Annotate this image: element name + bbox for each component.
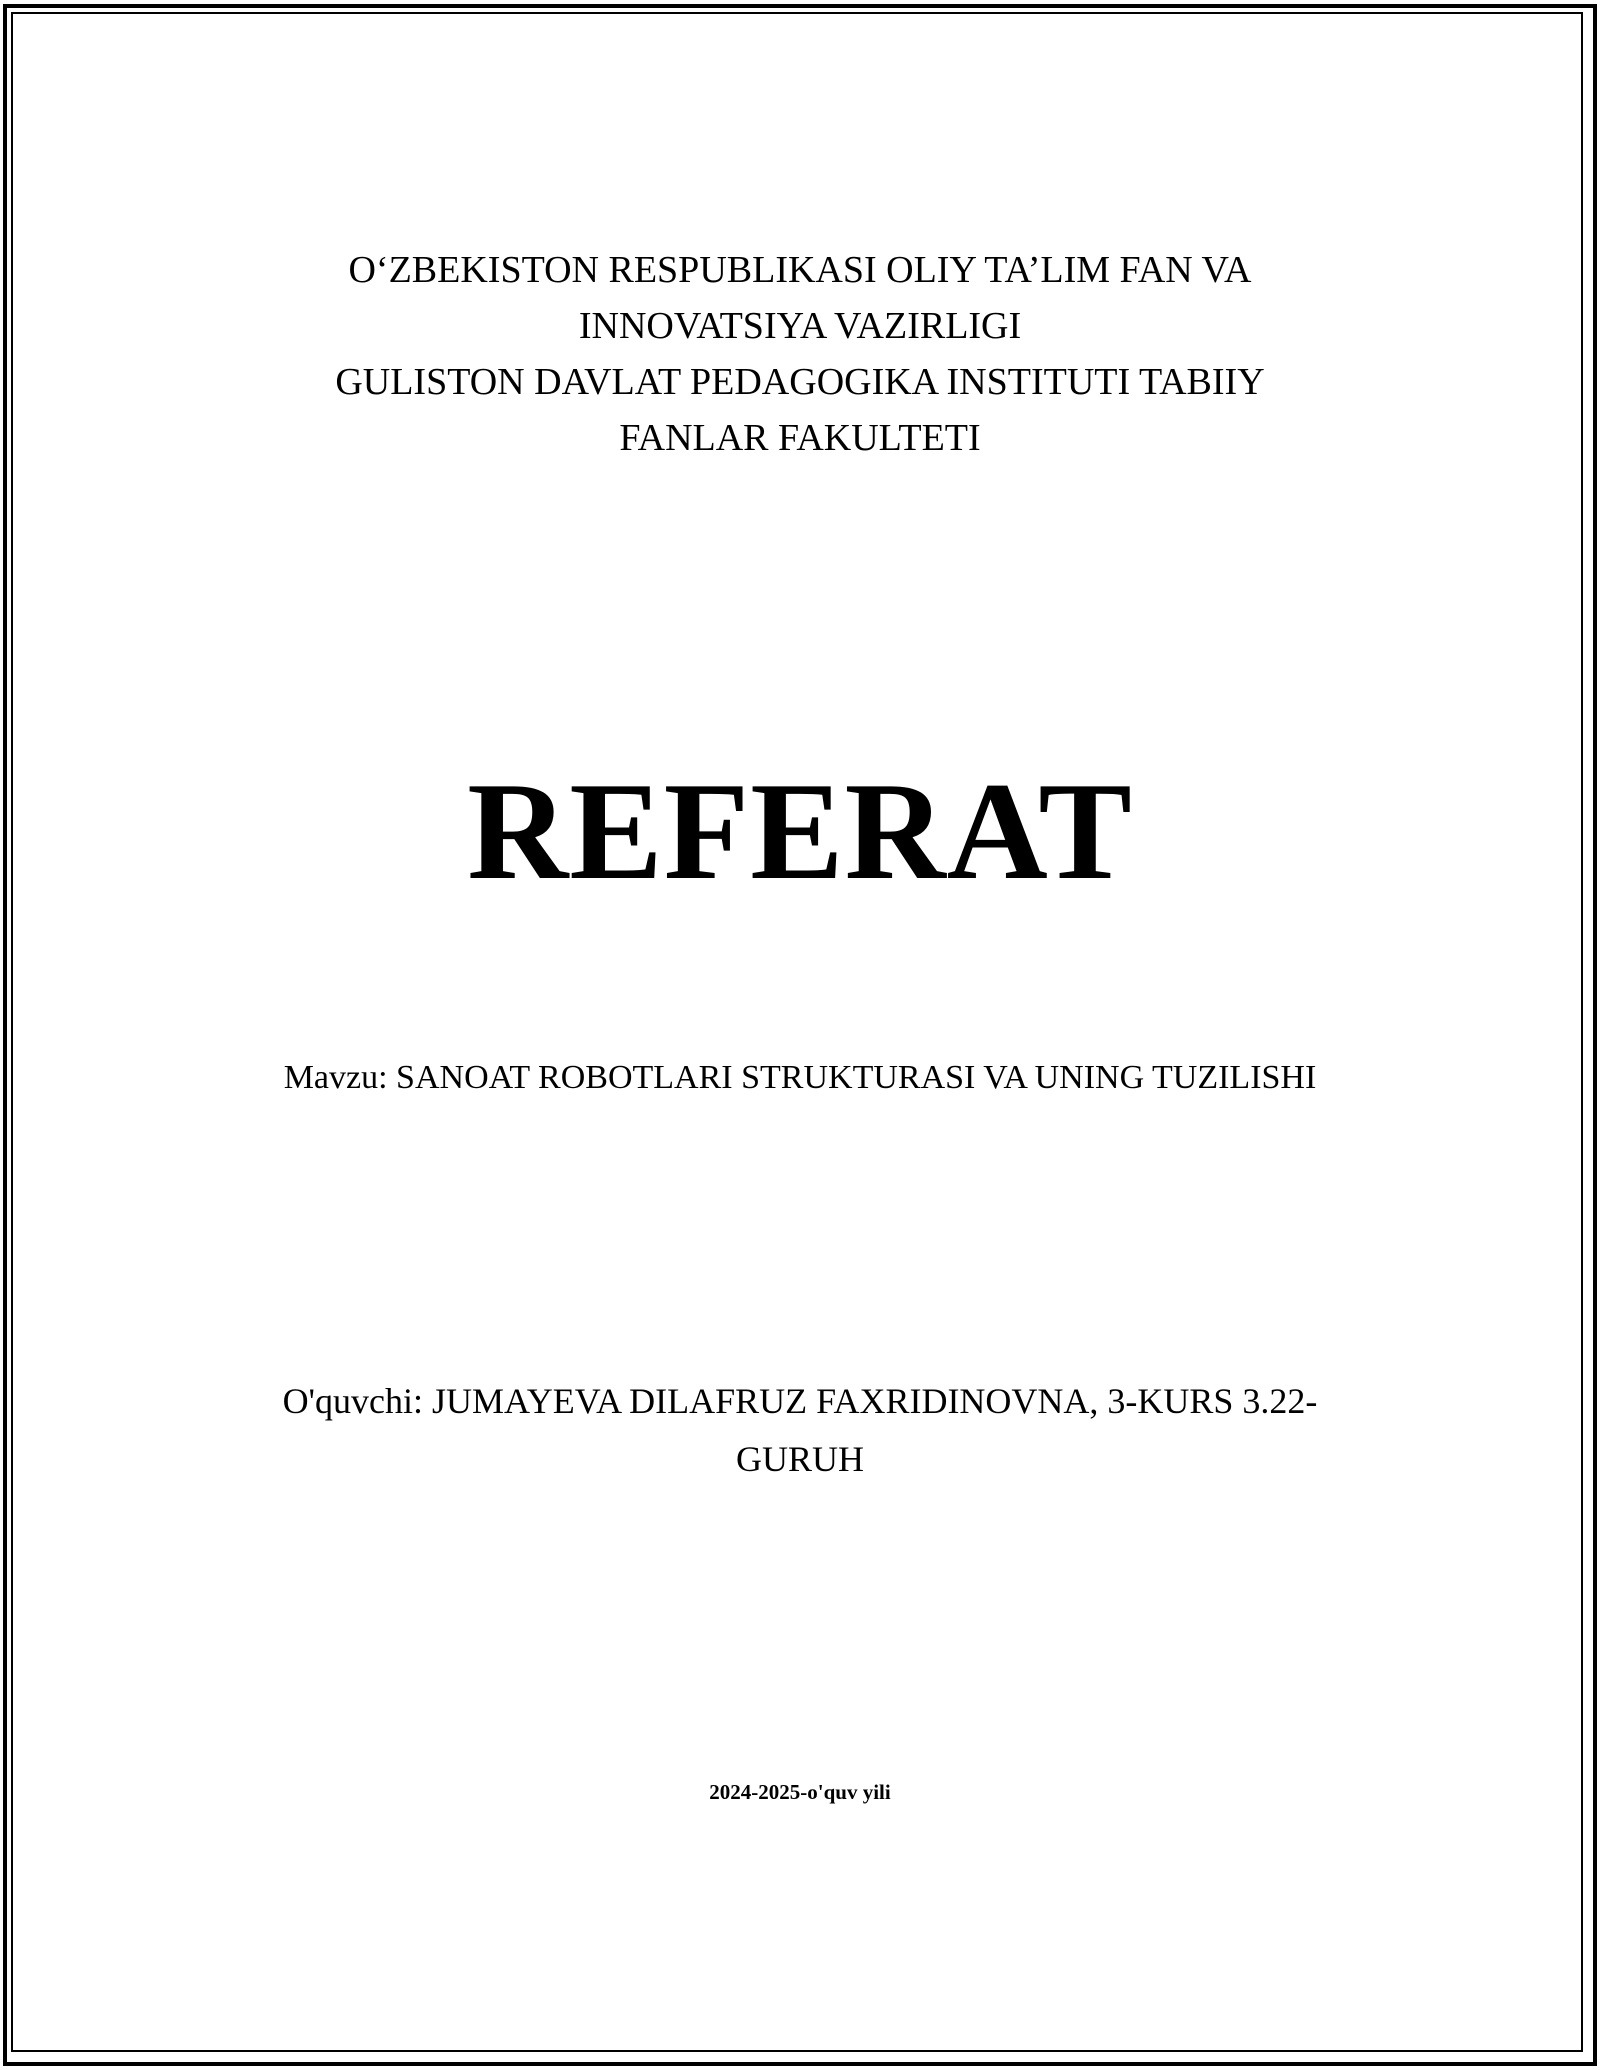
header-line: FANLAR FAKULTETI [619,417,981,459]
header-line: O‘ZBEKISTON RESPUBLIKASI OLIY TA’LIM FAN VA [348,249,1252,291]
ministry-header [200,242,1400,466]
header-line: GULISTON DAVLAT PEDAGOGIKA INSTITUTI TABIIY [335,361,1265,403]
header-line: INNOVATSIYA VAZIRLIGI [578,305,1022,347]
student-line: O'quvchi: JUMAYEVA DILAFRUZ FAXRIDINOVNA, 3-KURS 3.22- [282,1381,1318,1421]
document-title: REFERAT [467,754,1133,909]
student-line: GURUH [735,1439,864,1479]
academic-year: 2024-2025-o'quv yili [709,1780,891,1804]
student-info [200,1372,1400,1488]
topic-line: Mavzu: SANOAT ROBOTLARI STRUKTURASI VA UNING TUZILISHI [283,1059,1317,1096]
